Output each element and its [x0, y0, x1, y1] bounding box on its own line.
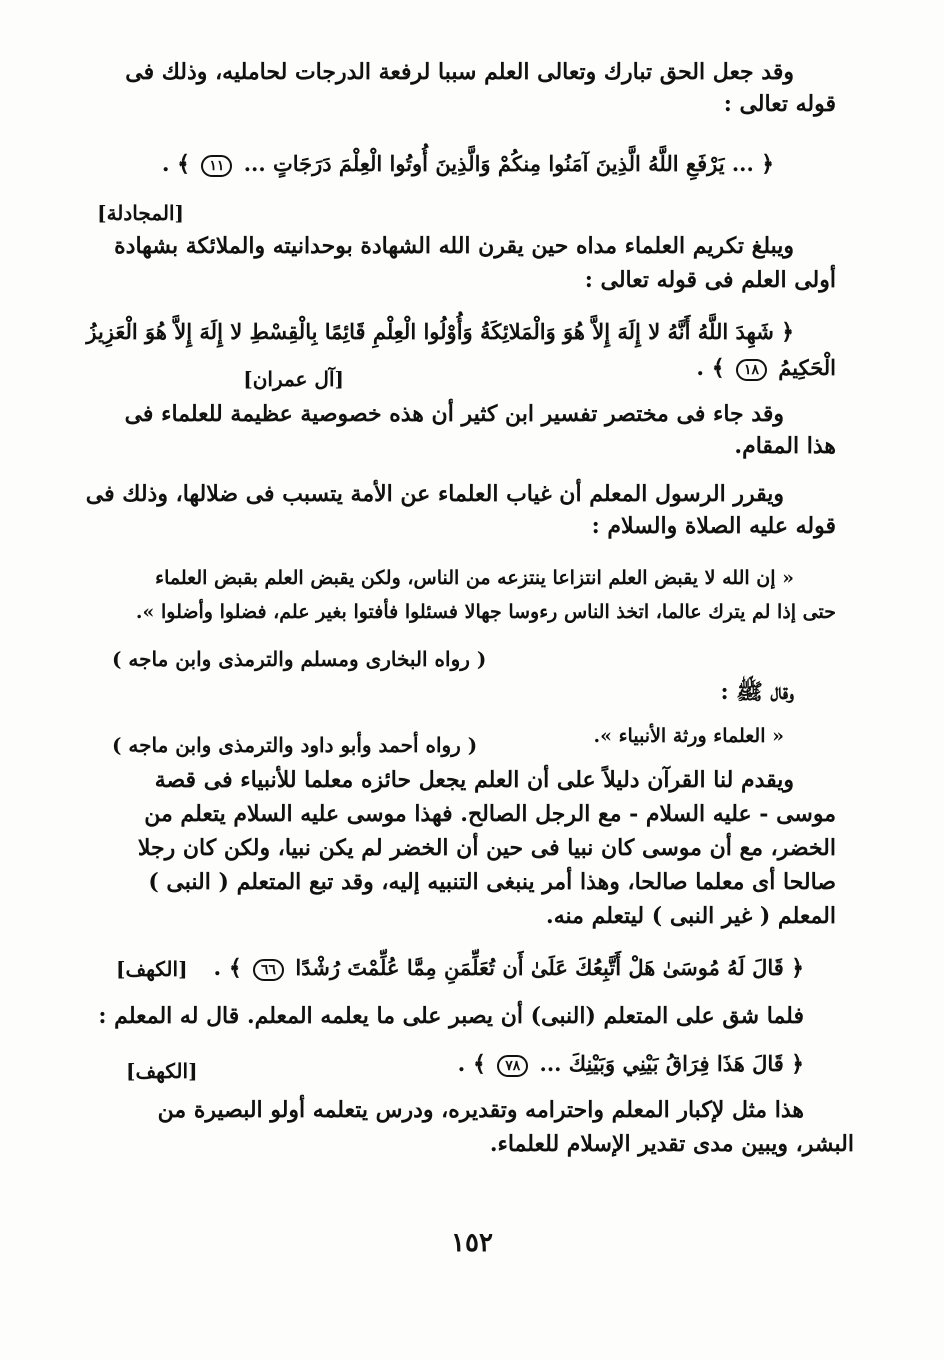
quran-verse-text: الْحَكِيمُ	[778, 355, 836, 380]
paragraph-5-line-3: الخضر، مع أن موسى كان نبيا فى حين أن الخضر لم يكن نبيا، ولكن كان رجلا	[137, 835, 836, 861]
paragraph-1-line-2: قوله تعالى :	[723, 91, 836, 117]
surah-reference: [الكهف]	[126, 1059, 198, 1083]
paragraph-2-line-2: أولى العلم فى قوله تعالى :	[584, 267, 836, 293]
hadith-2-source: ( رواه أحمد وأبو داود والترمذى وابن ماجه )	[112, 733, 478, 757]
verse-number-badge: ٦٦	[253, 959, 284, 981]
paragraph-3-line-1: وقد جاء فى مختصر تفسير ابن كثير أن هذه خصوصية عظيمة للعلماء فى	[124, 401, 784, 427]
paragraph-5-line-1: ويقدم لنا القرآن دليلاً على أن العلم يجعل حائزه معلما للأنبياء فى قصة	[154, 767, 794, 793]
ornate-bracket-open: ﴿	[761, 151, 774, 177]
hadith-1-line-2: حتى إذا لم يترك عالما، اتخذ الناس رءوسا جهالا فسئلوا فأفتوا بغير علم، فضلوا وأضلوا ».	[135, 601, 836, 623]
paragraph-5-line-2: موسى - عليه السلام - مع الرجل الصالح. فهذا موسى عليه السلام يتعلم من	[144, 801, 836, 827]
paragraph-5-line-5: المعلم ( غير النبى ) ليتعلم منه.	[546, 903, 836, 929]
verse-number-badge: ٧٨	[497, 1055, 528, 1077]
paragraph-7-line-1: هذا مثل لإكبار المعلم واحترامه وتقديره، ودرس يتعلمه أولو البصيرة من	[157, 1097, 804, 1123]
paragraph-7-line-2: البشر، ويبين مدى تقدير الإسلام للعلماء.	[489, 1131, 854, 1157]
hadith-2-text: « العلماء ورثة الأنبياء ».	[593, 725, 784, 747]
paragraph-4-line-2: قوله عليه الصلاة والسلام :	[591, 513, 836, 539]
page-number: ١٥٢	[451, 1228, 493, 1258]
ornate-bracket-close: ﴾ .	[161, 151, 191, 177]
ornate-bracket-open: ﴿	[781, 319, 794, 345]
ornate-bracket-close: ﴾ .	[457, 1051, 486, 1077]
quran-verse-text: قَالَ هَذَا فِرَاقُ بَيْنِي وَبَيْنِكَ ...	[539, 1051, 784, 1076]
paragraph-1-line-1: وقد جعل الحق تبارك وتعالى العلم سببا لرفعة الدرجات لحامليه، وذلك فى	[125, 59, 794, 85]
quran-verse-text: قَالَ لَهُ مُوسَىٰ هَلْ أَتَّبِعُكَ عَلَىٰ أَن تُعَلِّمَنِ مِمَّا عُلِّمْتَ رُشْدًا	[295, 955, 784, 980]
paragraph-5-line-4: صالحا أى معلما صالحا، وهذا أمر ينبغى التنبيه إليه، وقد تبع المتعلم ( النبى )	[148, 869, 836, 895]
surah-reference: [الكهف]	[116, 957, 188, 981]
quran-verse-4	[458, 1048, 804, 1080]
ornate-bracket-open: ﴿	[791, 1051, 804, 1077]
ornate-bracket-open: ﴿	[791, 955, 804, 981]
quran-verse-2-line-2	[696, 352, 836, 384]
quran-verse-1	[162, 148, 774, 180]
ornate-bracket-close: ﴾ .	[696, 355, 725, 381]
quran-verse-text: ... يَرْفَعِ اللَّهُ الَّذِينَ آمَنُوا مِنكُمْ وَالَّذِينَ أُوتُوا الْعِلْمَ دَرَجَاتٍ ...	[243, 151, 754, 176]
ornate-bracket-close: ﴾ .	[213, 955, 242, 981]
quran-verse-text: شَهِدَ اللَّهُ أَنَّهُ لا إِلَهَ إِلاَّ هُوَ وَالْمَلائِكَةُ وَأُوْلُوا الْعِلْمِ قَائِمًا بِالْقِسْطِ لا إِلَهَ إِلاَّ هُوَ الْعَزِيزُ	[86, 319, 774, 344]
quran-verse-2-line-1	[86, 316, 794, 348]
paragraph-6: فلما شق على المتعلم (النبى) أن يصبر على ما يعلمه المعلم. قال له المعلم :	[98, 1003, 804, 1029]
surah-reference: [المجادلة]	[97, 201, 184, 225]
hadith-1-line-1: « إن الله لا يقبض العلم انتزاعا ينتزعه من الناس، ولكن يقبض العلم بقبض العلماء	[155, 567, 794, 589]
prophet-said: وقال ﷺ :	[720, 679, 794, 705]
verse-number-badge: ١٨	[736, 359, 767, 381]
hadith-1-source: ( رواه البخارى ومسلم والترمذى وابن ماجه )	[112, 647, 487, 671]
verse-number-badge: ١١	[201, 155, 232, 177]
paragraph-2-line-1: ويبلغ تكريم العلماء مداه حين يقرن الله الشهادة بوحدانيته والملائكة بشهادة	[114, 233, 794, 259]
surah-reference: [آل عمران]	[243, 367, 344, 391]
paragraph-3-line-2: هذا المقام.	[734, 433, 836, 459]
quran-verse-3	[214, 952, 805, 984]
paragraph-4-line-1: ويقرر الرسول المعلم أن غياب العلماء عن الأمة يتسبب فى ضلالها، وذلك فى	[85, 481, 784, 507]
